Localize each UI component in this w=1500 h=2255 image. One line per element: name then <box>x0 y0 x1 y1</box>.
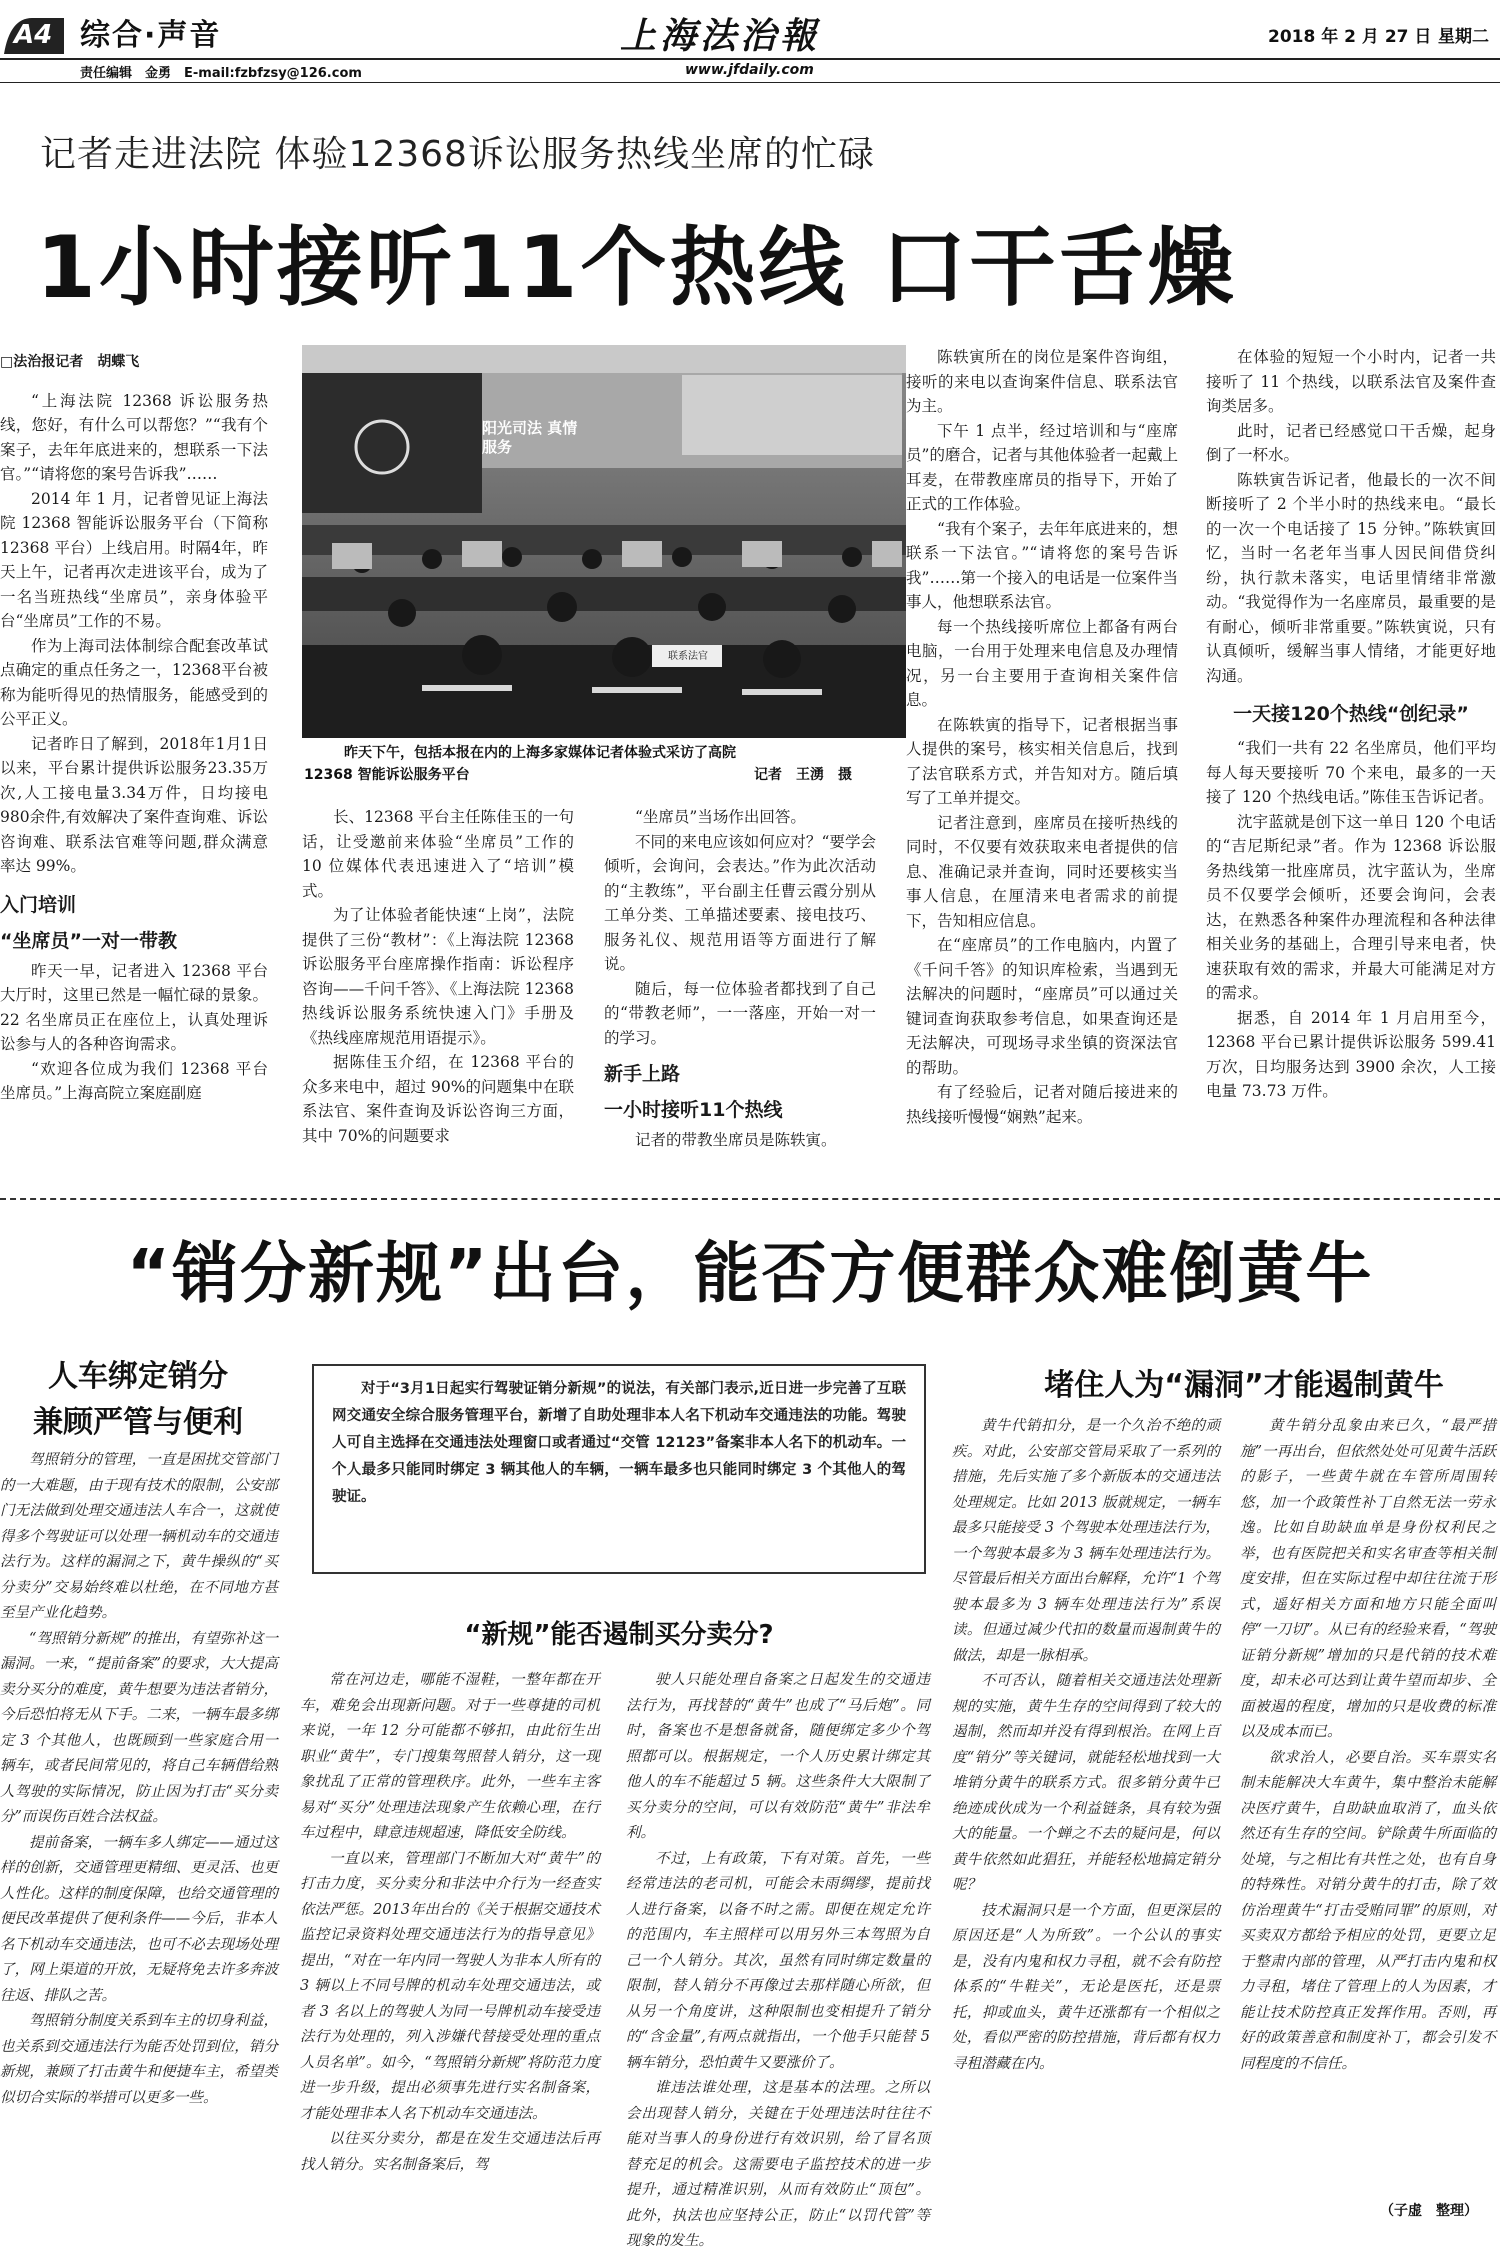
photo-caption-line1: 昨天下午，包括本报在内的上海多家媒体记者体验式采访了高院 <box>344 745 736 761</box>
paragraph: 常在河边走，哪能不湿鞋，一整年都在开车，难免会出现新问题。对于一些尊捷的司机来说，一年 12 分可能都不够扣，由此衍生出职业“黄牛”，专门搜集驾照替人销分，这一现象扰乱了正常的管理秩序。此外，一些车主客易对“买分”处理违法现象产生依赖心理，在行车过程中，肆意违规超速，降低安全防线。 <box>300 1672 600 1841</box>
paragraph: 陈轶寅所在的岗位是案件咨询组，接听的来电以查询案件信息、联系法官为主。 <box>906 348 1178 415</box>
paragraph: 驾照销分制度关系到车主的切身利益，也关系到交通违法行为能否处罚到位，销分新规，兼顾了打击黄牛和便捷车主，希望类似切合实际的举措可以更多一些。 <box>0 2013 278 2106</box>
paragraph: 长、12368 平台主任陈佳玉的一句话，让受邀前来体验“坐席员”工作的 10 位媒体代表迅速进入了“培训”模式。 <box>302 808 574 900</box>
kicker: 记者走进法院 体验12368诉讼服务热线坐席的忙碌 <box>40 134 875 175</box>
paragraph: 提前备案，一辆车多人绑定——通过这样的创新，交通管理更精细、更灵活、也更人性化。这样的制度保障，也给交通管理的便民改革提供了便利条件——今后，非本人名下机动车交通违法，也可不必去现场处理了，网上渠道的开放，无疑将免去许多奔波往返、排队之苦。 <box>0 1834 278 2004</box>
photo-credit: 记者 王湧 摄 <box>754 767 852 783</box>
paragraph: 在“座席员”的工作电脑内，内置了《千问千答》的知识库检索，当遇到无法解决的问题时，“座席员”可以通过关键词查询获取参考信息，如果查询还是无法解决，可现场寻求坐镇的资深法官的帮助。 <box>906 936 1178 1077</box>
paragraph: “上海法院 12368 诉讼服务热线，您好，有什么可以帮您？”“我有个案子，去年年底进来的，想联系一下法官。”“请将您的案号告诉我”…… <box>0 391 268 483</box>
paragraph: 昨天一早，记者进入 12368 平台大厅时，这里已然是一幅忙碌的景象。22 名坐席员正在座位上，认真处理诉讼参与人的各种咨询需求。 <box>0 961 268 1053</box>
header-rule <box>0 58 1500 60</box>
paragraph: 随后，每一位体验者都找到了自己的“带教老师”，一一落座，开始一对一的学习。 <box>604 979 876 1047</box>
call-center-photo <box>302 345 906 738</box>
section-divider <box>0 1198 1500 1200</box>
subhead-onehour: 一小时接听11个热线 <box>604 1099 783 1121</box>
news-photo <box>302 345 906 738</box>
col3-paras-b <box>604 1128 876 1153</box>
photo-caption-line2-text: 12368 智能诉讼服务平台 <box>304 767 470 783</box>
paragraph: 驶人只能处理自备案之日起发生的交通违法行为，再找替的“黄牛”也成了“马后炮”。同时，备案也不是想备就备，随便绑定多少个驾照都可以。根据规定，一个人历史累计绑定其他人的车不能超过 5 辆。这些条件大大限制了买分卖分的空间，可以有效防范“黄牛”非法牟利。 <box>626 1672 930 1841</box>
paragraph: 2014 年 1 月，记者曾见证上海法院 12368 智能诉讼服务平台（下简称 12368 平台）上线启用。时隔4年，昨天上午，记者再次走进该平台，成为了一名当班热线“坐席员”，亲身体验平台“坐席员”工作的不易。 <box>0 489 268 630</box>
masthead: 上海法治報 <box>620 15 821 57</box>
paragraph: 不过，上有政策，下有对策。首先，一些经常违法的老司机，可能会未雨绸缪，提前找人进行备案，以备不时之需。即便在规定允许的范围内，车主照样可以用另外三本驾照为自己一个人销分。其次，虽然有同时绑定数量的限制，替人销分不再像过去那样随心所欲，但从另一个角度讲，这种限制也变相提升了销分的“含金量”,有两点就指出，一个他手只能替 5 辆车销分，恐怕黄牛又要涨价了。 <box>626 1850 930 2071</box>
paragraph: 黄牛销分乱象由来已久，“最严措施”一再出台，但依然处处可见黄牛活跃的影子，一些黄牛就在车管所周围转悠，加一个政策性补丁自然无法一劳永逸。比如自助缺血单是身份权利民之举，也有医院把关和实名审查等相关制度安排，但在实际过程中却往往流于形式，遥好相关方面和地方只能全面叫停“一刀切”。从已有的经验来看，“驾驶证销分新规”增加的只是代销的技术难度，却未必可达到让黄牛望而却步、全面被遏的程度，增加的只是收费的标准以及成本而已。 <box>1240 1418 1496 1740</box>
paragraph: 作为上海司法体制综合配套改革试点确定的重点任务之一，12368平台被称为能听得见的热情服务，能感受到的公平正义。 <box>0 636 268 728</box>
story-column-5 <box>1206 345 1496 1210</box>
paragraph: 不可否认，随着相关交通违法处理新规的实施，黄牛生存的空间得到了较大的遏制，然而却并没有得到根治。在网上百度“销分”等关键词，就能轻松地找到一大堆销分黄牛的联系方式。很多销分黄牛已绝迹成伙成为一个利益链条，具有较为强大的能量。一个蝉之不去的疑问是，何以黄牛依然如此猖狂，并能轻松地搞定销分呢？ <box>952 1673 1220 1893</box>
headline: 1小时接听11个热线 口干舌燥 <box>36 218 1237 318</box>
subhead-record: 一天接120个热线“创纪录” <box>1233 703 1469 725</box>
section-title: 综合·声音 <box>80 18 222 53</box>
paragraph: 不同的来电应该如何应对？“要学会倾听，会询问，会表达。”作为此次活动的“主教练”，平台副主任曹云霞分别从工单分类、工单描述要素、接电技巧、服务礼仪、规范用语等方面进行了解说。 <box>604 832 876 973</box>
notice-box <box>312 1364 926 1574</box>
right-column-2 <box>1240 1414 1496 2194</box>
left-head-line1: 人车绑定销分 <box>48 1359 228 1394</box>
story-column-1 <box>0 350 268 1210</box>
page-tab <box>0 14 64 58</box>
right-column-1 <box>952 1414 1220 2220</box>
paragraph: 在陈轶寅的指导下，记者根据当事人提供的案号，核实相关信息后，找到了法官联系方式，并告知对方。随后填写了工单并提交。 <box>906 715 1178 807</box>
story-column-4 <box>906 345 1178 1210</box>
left-head <box>0 1354 276 1446</box>
paragraph: 有了经验后，记者对随后接进来的热线接听慢慢“娴熟”起来。 <box>906 1083 1178 1126</box>
editor-line: 责任编辑 金勇 E-mail:fzbfzsy@126.com <box>80 66 362 81</box>
center-column-1 <box>300 1668 600 2220</box>
paragraph: 为了让体验者能快速“上岗”，法院提供了三份“教材”：《上海法院 12368 诉讼服务平台座席操作指南：诉讼程序咨询——千问千答》、《上海法院 12368 热线诉讼服务系统快速入门》手册及《热线座席规范用语提示》。 <box>302 906 574 1047</box>
paragraph: 一直以来，管理部门不断加大对“黄牛”的打击力度，买分卖分和非法中介行为一经查实依法严惩。2013年出台的《关于根据交通技术监控记录资料处理交通违法行为的指导意见》提出，“对在一年内同一驾驶人为非本人所有的 3 辆以上不同号牌的机动车处理交通违法，或者 3 名以上的驾驶人为同一号牌机动车接受违法行为处理的，列入涉嫌代替接受处理的重点人员名单”。如今，“驾照销分新规”将防范力度进一步升级，提出必须事先进行实名制备案，才能处理非本人名下机动车交通违法。 <box>300 1850 600 2122</box>
paragraph: 以往买分卖分，都是在发生交通违法后再找人销分。实名制备案后，驾 <box>300 2131 600 2173</box>
paragraph: 记者昨日了解到，2018年1月1日以来，平台累计提供诉讼服务23.35万次,人工接电量3.34万件，日均接电980余件,有效解决了案件查询难、诉讼咨询难、联系法官难等问题,群众满意率达 99%。 <box>0 734 268 875</box>
paragraph: 沈宇蓝就是创下这一单日 120 个电话的“吉尼斯纪录”者。作为 12368 诉讼服务热线第一批座席员，沈宇蓝认为，坐席员不仅要学会倾听，还要会询问，会表达，在熟悉各种案件办理流程和各种法律相关业务的基础上，合理引导来电者，快速获取有效的需求，并最大可能满足对方的需求。 <box>1206 812 1496 1002</box>
byline: □法治报记者 胡蝶飞 <box>0 354 140 370</box>
center-subhead: “新规”能否遏制买分卖分? <box>464 1620 774 1650</box>
photo-sign: 阳光司法 真情服务 <box>482 419 578 456</box>
paragraph: 陈轶寅告诉记者，他最长的一次不间断接听了 2 个半小时的热线来电。“最长的一次一个电话接了 15 分钟。”陈轶寅回忆，当时一名老年当事人因民间借贷纠纷，执行款未落实，电话里情绪非常激动。“我觉得作为一名座席员，最重要的是有耐心，倾听非常重要。”陈轶寅说，只有认真倾听，缓解当事人情绪，才能更好地沟通。 <box>1206 470 1496 685</box>
center-column-2 <box>626 1668 930 2249</box>
paragraph: 据陈佳玉介绍，在 12368 平台的众多来电中，超过 90%的问题集中在联系法官、案件查询及诉讼咨询三方面，其中 70%的问题要求 <box>302 1053 574 1145</box>
paragraph: 下午 1 点半，经过培训和与“座席员”的磨合，记者与其他体验者一起戴上耳麦，在带教座席员的指导下，开始了正式的工作体验。 <box>906 421 1178 513</box>
paragraph: 在体验的短短一个小时内，记者一共接听了 11 个热线，以联系法官及案件查询类居多。 <box>1206 348 1496 415</box>
credit: （子虚 整理） <box>1380 2203 1478 2219</box>
photo-caption <box>304 742 904 786</box>
subhead-newbie: 新手上路 <box>604 1063 681 1085</box>
paragraph: 记者的带教坐席员是陈轶寅。 <box>635 1131 837 1149</box>
col3-paras <box>604 805 876 1050</box>
website: www.jfdaily.com <box>685 62 814 78</box>
paragraph: “我们一共有 22 名坐席员，他们平均每人每天要接听 70 个来电，最多的一天接了 120 个热线电话。”陈佳玉告诉记者。 <box>1206 739 1496 806</box>
paragraph: 每一个热线接听席位上都备有两台电脑，一台用于处理来电信息及办理情况，另一台主要用于查询相关案件信息。 <box>906 617 1178 709</box>
paragraph: 记者注意到，座席员在接听热线的同时，不仅要有效获取来电者提供的信息、准确记录并查询，同时还要核实当事人信息，在厘清来电者需求的前提下，告知相应信息。 <box>906 813 1178 930</box>
paragraph: 此时，记者已经感觉口干舌燥，起身倒了一杯水。 <box>1206 421 1496 464</box>
paragraph: “驾照销分新规”的推出，有望弥补这一漏洞。一来，“提前备案”的要求，大大提高卖分买分的难度，黄牛想要为违法者销分，今后恐怕将无从下手。二来，一辆车最多绑定 3 个其他人，也既顾到一些家庭合用一辆车，或者民间常见的，将自己车辆借给熟人驾驶的实际情况，防止因为打击“买分卖分”而误伤百姓合法权益。 <box>0 1630 278 1825</box>
col5-paras-b <box>1206 736 1496 1104</box>
paragraph: 据悉，自 2014 年 1 月启用至今，12368 平台已累计提供诉讼服务 599.41 万次，日均服务达到 3900 余次，人工接电量 73.73 万件。 <box>1206 1008 1496 1100</box>
photo-desk-sign: 联系法官 <box>668 651 708 662</box>
col1-paras <box>0 389 268 879</box>
issue-date: 2018 年 2 月 27 日 <box>1268 27 1432 47</box>
subhead-mentor: “坐席员”一对一带教 <box>0 929 177 952</box>
paragraph: 驾照销分的管理，一直是困扰交管部门的一大难题，由于现有技术的限制，公安部门无法做到处理交通违法人车合一，这就使得多个驾驶证可以处理一辆机动车的交通违法行为。这样的漏洞之下，黄牛操纵的“买分卖分”交易始终难以杜绝，在不同地方甚至呈产业化趋势。 <box>0 1452 278 1621</box>
col5-paras <box>1206 345 1496 688</box>
story-column-3 <box>604 805 876 1210</box>
notice-text: 对于“3月1日起实行驾驶证销分新规”的说法，有关部门表示,近日进一步完善了互联网交通安全综合服务管理平台，新增了自助处理非本人名下机动车交通违法的功能。驾驶人可自主选择在交通违法处理窗口或者通过“交管 12123”备案非本人名下的机动车。一个人最多只能同时绑定 3 辆其他人的车辆，一辆车最多也只能同时绑定 3 个其他人的驾驶证。 <box>332 1381 906 1505</box>
page-label: A4 <box>14 20 53 50</box>
paragraph: “坐席员”当场作出回答。 <box>635 808 806 826</box>
paragraph: 谁违法谁处理，这是基本的法理。之所以会出现替人销分，关键在于处理违法时往往不能对当事人的身份进行有效识别，给了冒名顶替充足的机会。这需要电子监控技术的进一步提升，通过精准识别，从而有效防止“顶包”。此外，执法也应坚持公正，防止“以罚代管”等现象的发生。 <box>626 2080 930 2249</box>
paragraph: “欢迎各位成为我们 12368 平台坐席员。”上海高院立案庭副庭 <box>0 1059 268 1102</box>
paragraph: “我有个案子，去年年底进来的，想联系一下法官。”“请将您的案号告诉我”……第一个接入的电话是一位案件当事人，他想联系法官。 <box>906 519 1178 611</box>
left-head-line2: 兼顾严管与便利 <box>33 1405 243 1440</box>
paragraph: 黄牛代销扣分，是一个久治不绝的顽疾。对此，公安部交管局采取了一系列的措施，先后实施了多个新版本的交通违法处理规定。比如 2013 版就规定，一辆车最多只能接受 3 个驾驶本处理违法行为，一个驾驶本最多为 3 辆车处理违法行为。尽管最后相关方面出台解释，允许“1 个驾驶本最多为 3 辆车处理违法行为”系误读。但通过减少代扣的数量而遏制黄牛的做法，却是一脉相承。 <box>952 1418 1220 1664</box>
header-rule-2 <box>0 82 1500 83</box>
col1-paras-b <box>0 959 268 1106</box>
paragraph: 技术漏洞只是一个方面，但更深层的原因还是“人为所致”。一个公认的事实是，没有内鬼和权力寻租，就不会有防控体系的“牛鞋关”，无论是医托，还是票托，抑或血头，黄牛还涨都有一个相似之处，看似严密的防控措施，背后都有权力寻租潜藏在内。 <box>952 1902 1220 2072</box>
subhead-training: 入门培训 <box>0 893 77 916</box>
left-column <box>0 1448 278 2220</box>
story-column-2 <box>302 805 574 1210</box>
paragraph: 欲求治人，必要自治。买车票实名制未能解决大车黄牛，集中整治未能解决医疗黄牛，自助缺血取消了，血头依然还有生存的空间。铲除黄牛所面临的处境，与之相比有共性之处，也有自身的特殊性。对销分黄牛的打击，除了效仿治理黄牛“打击受贿同罪”的原则，对买卖双方都给予相应的处罚，更要立足于整肃内部的管理，从严打击内鬼和权力寻租，堵住了管理上的人为因素，才能让技术防控真正发挥作用。否则，再好的政策善意和制度补丁，都会引发不同程度的不信任。 <box>1240 1749 1496 2072</box>
right-head: 堵住人为“漏洞”才能遏制黄牛 <box>1044 1368 1444 1403</box>
issue-weekday: 星期二 <box>1438 27 1489 47</box>
photo-caption-line2 <box>304 764 904 786</box>
bottom-headline: “销分新规”出台，能否方便群众难倒黄牛 <box>126 1235 1374 1312</box>
